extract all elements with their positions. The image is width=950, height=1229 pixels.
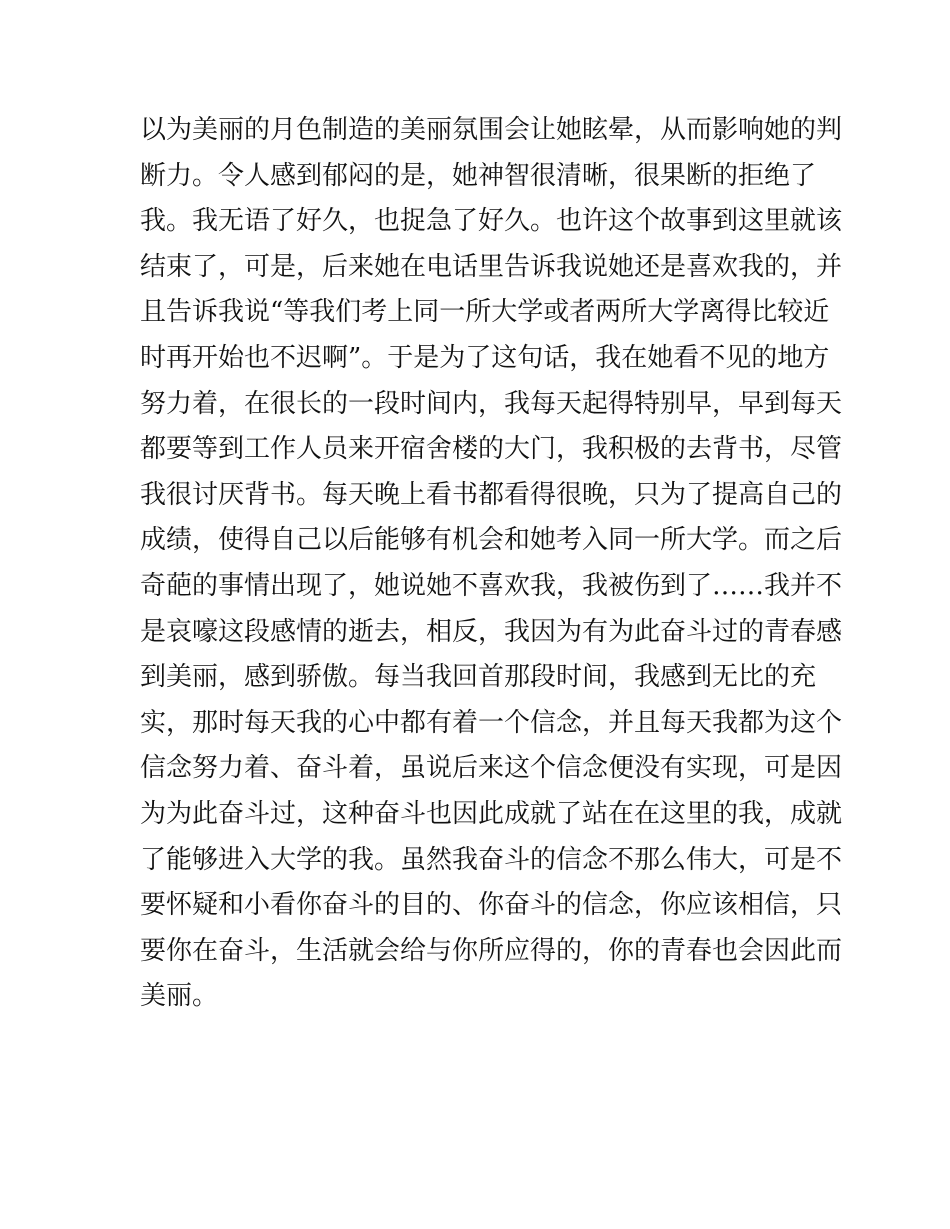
text-line: 美丽。 [140, 981, 219, 1012]
text-line: 结束了，可是，后来她在电话里告诉我说她还是喜欢我的，并 [140, 251, 843, 282]
text-line: 都要等到工作人员来开宿舍楼的大门，我积极的去背书，尽管 [140, 434, 843, 465]
text-line: 以为美丽的月色制造的美丽氛围会让她眩晕，从而影响她的判 [140, 115, 843, 145]
text-line: 要怀疑和小看你奋斗的目的、你奋斗的信念，你应该相信，只 [140, 890, 843, 921]
text-line: 实，那时每天我的心中都有着一个信念，并且每天我都为这个 [140, 707, 843, 738]
text-line: 努力着，在很长的一段时间内，我每天起得特别早，早到每天 [140, 388, 843, 419]
text-line: 时再开始也不迟啊”。于是为了这句话，我在她看不见的地方 [140, 342, 830, 373]
text-line: 到美丽，感到骄傲。每当我回首那段时间，我感到无比的充 [140, 662, 817, 693]
text-line: 为为此奋斗过，这种奋斗也因此成就了站在在这里的我，成就 [140, 798, 843, 829]
text-line: 成绩，使得自己以后能够有机会和她考入同一所大学。而之后 [140, 525, 843, 556]
text-line: 了能够进入大学的我。虽然我奋斗的信念不那么伟大，可是不 [140, 844, 843, 875]
text-line: 是哀嚎这段感情的逝去，相反，我因为有为此奋斗过的青春感 [140, 616, 843, 647]
text-line: 我。我无语了好久，也捉急了好久。也许这个故事到这里就该 [140, 206, 843, 237]
text-line: 信念努力着、奋斗着，虽说后来这个信念便没有实现，可是因 [140, 753, 843, 784]
text-line: 奇葩的事情出现了，她说她不喜欢我，我被伤到了……我并不 [140, 570, 843, 601]
text-line: 我很讨厌背书。每天晚上看书都看得很晚，只为了提高自己的 [140, 479, 843, 510]
text-line: 要你在奋斗，生活就会给与你所应得的，你的青春也会因此而 [140, 935, 843, 966]
text-line: 断力。令人感到郁闷的是，她神智很清晰，很果断的拒绝了 [140, 160, 817, 191]
text-line: 且告诉我说“等我们考上同一所大学或者两所大学离得比较近 [140, 297, 830, 328]
body-paragraph [140, 108, 843, 1020]
